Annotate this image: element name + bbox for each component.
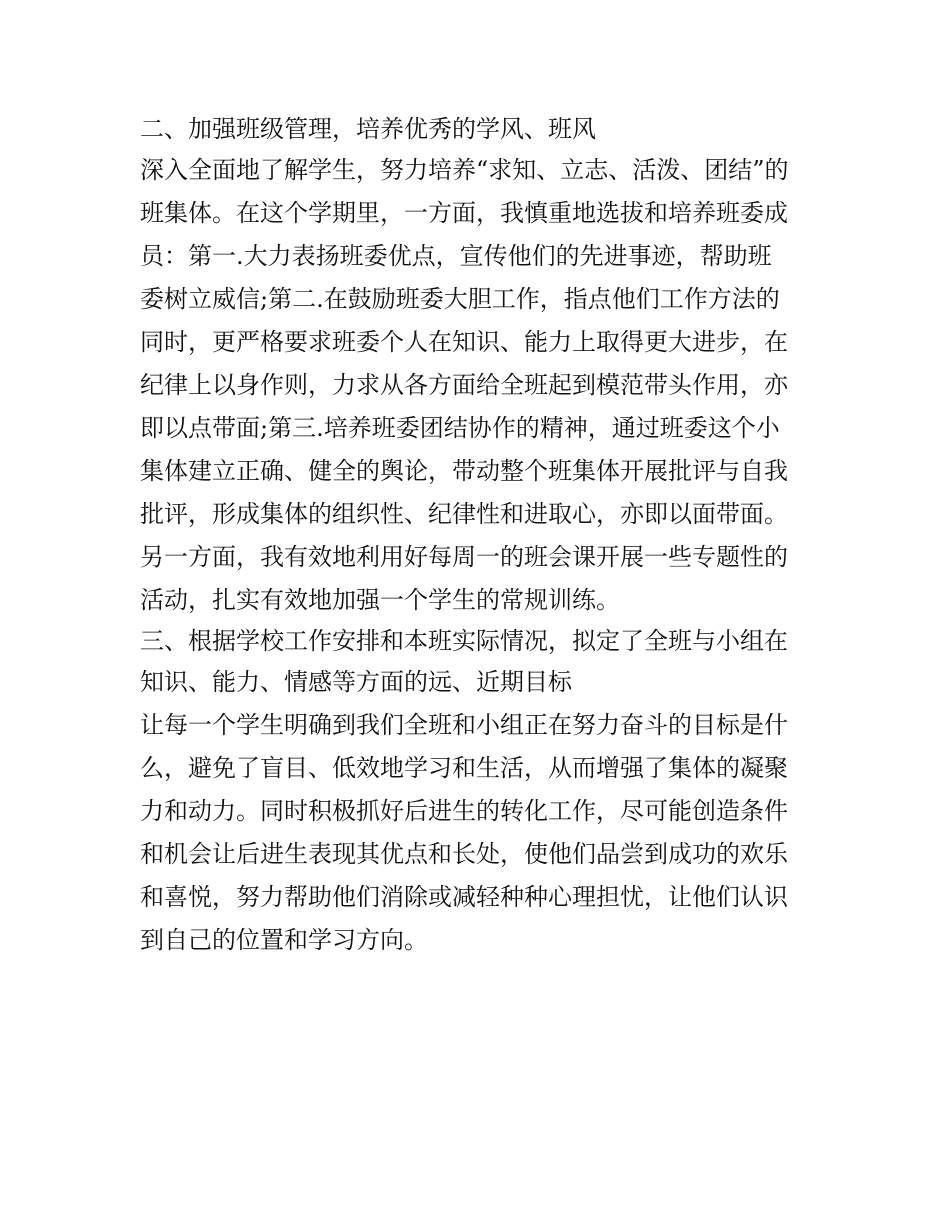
paragraph-line: 活动，扎实有效地加强一个学生的常规训练。 — [140, 586, 620, 614]
paragraph-line: 集体建立正确、健全的舆论，带动整个班集体开展批评与自我 — [140, 457, 788, 485]
paragraph-line: 员：第一.大力表扬班委优点，宣传他们的先进事迹，帮助班 — [140, 242, 772, 270]
paragraph-line: 纪律上以身作则，力求从各方面给全班起到模范带头作用，亦 — [140, 371, 788, 399]
section-heading-2: 二、加强班级管理，培养优秀的学风、班风 — [140, 115, 596, 143]
paragraph-line: 班集体。在这个学期里，一方面，我慎重地选拔和培养班委成 — [140, 199, 788, 227]
paragraph-line: 么，避免了盲目、低效地学习和生活，从而增强了集体的凝聚 — [140, 754, 788, 782]
paragraph-line: 深入全面地了解学生，努力培养“求知、立志、活泼、团结”的 — [140, 156, 789, 184]
paragraph-line: 即以点带面;第三.培养班委团结协作的精神，通过班委这个小 — [140, 414, 780, 442]
paragraph-line: 和机会让后进生表现其优点和长处，使他们品尝到成功的欢乐 — [140, 840, 788, 868]
paragraph-line: 委树立威信;第二.在鼓励班委大胆工作，指点他们工作方法的 — [140, 285, 780, 313]
paragraph-line: 批评，形成集体的组织性、纪律性和进取心，亦即以面带面。 — [140, 500, 788, 528]
paragraph-line: 力和动力。同时积极抓好后进生的转化工作，尽可能创造条件 — [140, 797, 788, 825]
section-heading-3-continued: 知识、能力、情感等方面的远、近期目标 — [140, 668, 572, 696]
paragraph-line: 到自己的位置和学习方向。 — [140, 926, 428, 954]
paragraph-line: 和喜悦，努力帮助他们消除或减轻种种心理担忧，让他们认识 — [140, 883, 788, 911]
paragraph-line: 同时，更严格要求班委个人在知识、能力上取得更大进步，在 — [140, 328, 788, 356]
section-heading-3: 三、根据学校工作安排和本班实际情况，拟定了全班与小组在 — [140, 627, 788, 655]
paragraph-line: 另一方面，我有效地利用好每周一的班会课开展一些专题性的 — [140, 543, 788, 571]
paragraph-line: 让每一个学生明确到我们全班和小组正在努力奋斗的目标是什 — [140, 711, 788, 739]
document-body — [140, 110, 820, 962]
